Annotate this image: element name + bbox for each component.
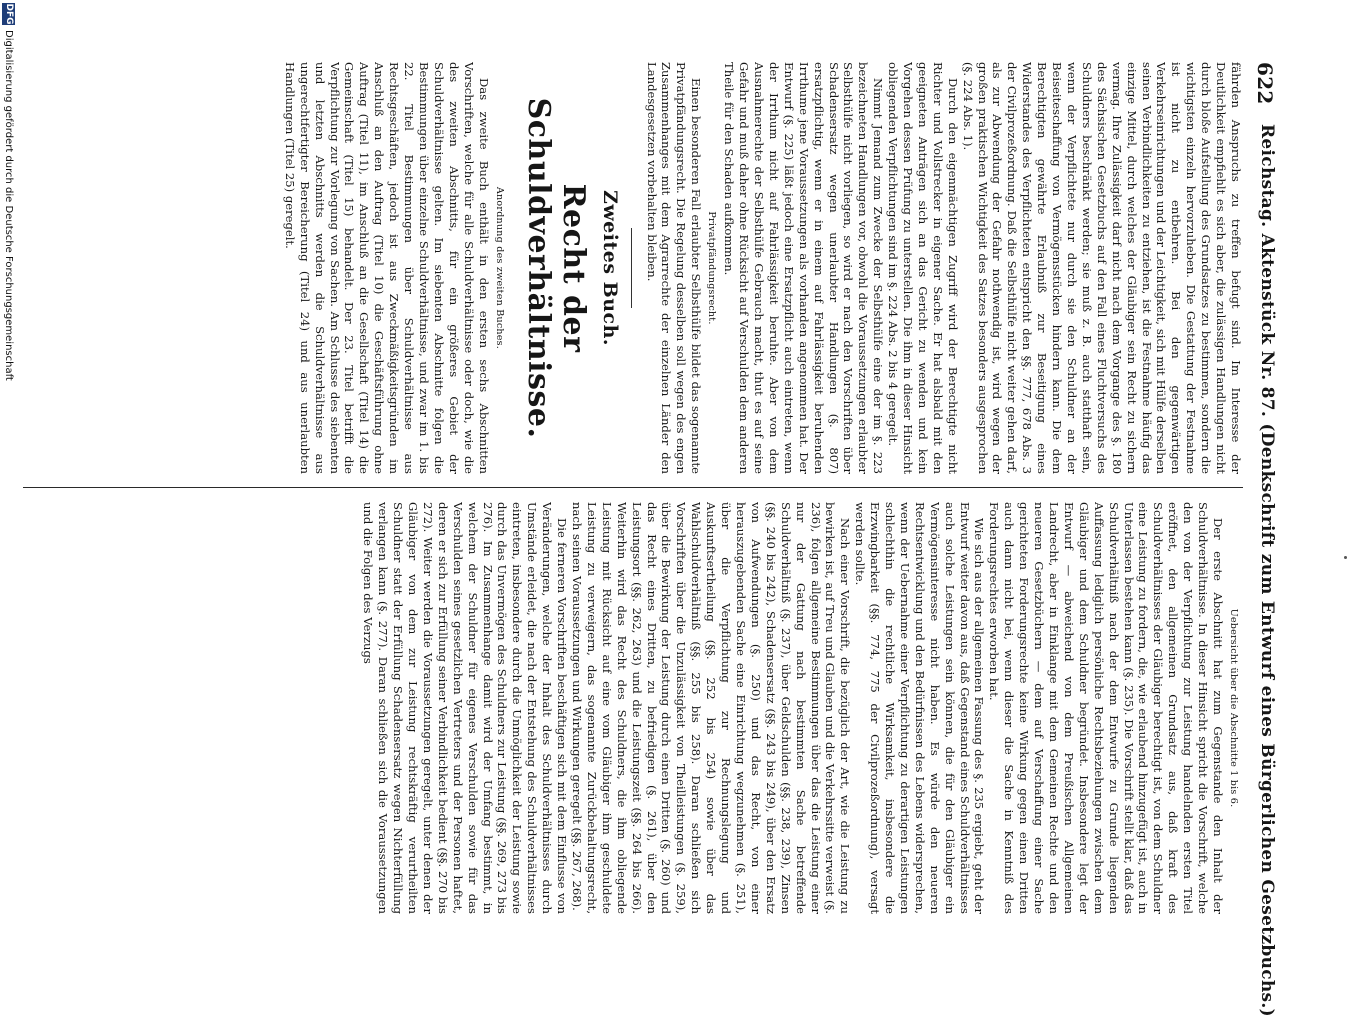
- column-rule: [23, 487, 1243, 488]
- paragraph: Die ferneren Vorschriften beschäftigen sich mit dem Einflusse von Veränderungen, welche der Inhalt des Schuldverhältnisses durch Umstände erleidet, die nach der Entstehung des Schuldverhältnisses eintreten, insbesondere durch die Unmöglichkeit der Leistung sowie durch das Unvermögen des Schuldners zur Leistung (§§. 269, 273 bis 276). Im Zusammenhange damit wird der Umfang bestimmt, in welchem der Schuldner für eigenes Verschulden sowie für das Verschulden seines gesetzlichen Vertreters und der Personen haftet, deren er sich zur Erfüllung seiner Verbindlichkeit bedient (§§. 270 bis 272). Weiter werden die Voraussetzungen geregelt, unter denen der Gläubiger von dem zur Leistung rechtskräftig verurtheilten Schuldner statt der Erfüllung Schadensersatz wegen Nichterfüllung verlangen kann (§. 277). Daran schließen sich die Voraussetzungen und die Folgen des Verzugs: [361, 502, 570, 914]
- paragraph: Wie sich aus der allgemeinen Fassung des §. 235 ergiebt, geht der Entwurf weiter davon aus, daß Gegenstand eines Schuldverhältnisses auch solche Leistungen sein können, die für den Gläubiger ein Vermögensinteresse nicht haben. Es würde den neueren Rechtsentwicklung und den Bedürfnissen des Lebens widersprechen, wenn der Uebernahme einer Verpflichtung zu derartigen Leistungen schlechthin die rechtliche Wirksamkeit, insbesondere die Erzwingbarkeit (§§. 774, 775 der Civilprozeßordnung), versagt werden sollte.: [853, 502, 987, 914]
- paragraph: Einen besonderen Fall erlaubter Selbsthülfe bildet das sogenannte Privatpfändungsrecht. Die Regelung desselben soll wegen des engen Zusammenhanges mit dem Agrarrechte der einzelnen Länder den Landesgesetzen vorbehalten bleiben.: [644, 62, 704, 474]
- page-header: [1245, 62, 1285, 1017]
- paragraph: Das zweite Buch enthält in den ersten sechs Abschnitten Vorschriften, welche für alle Schuldverhältnisse oder doch, wie die des zweiten Abschnitts, für ein größeres Gebiet der Schuldverhältnisse gelten. Im siebenten Abschnitte folgen die Bestimmungen über einzelne Schuldverhältnisse, und zwar im 1. bis 22. Titel Bestimmungen über Schuldverhältnisse aus Rechtsgeschäften, jedoch ist aus Zweckmäßigkeitsgründen im Anschluß an den Auftrag (Titel 10) die Geschäftsführung ohne Auftrag (Titel 11), im Anschluß an die Gesellschaft (Titel 14) die Gemeinschaft (Titel 15) behandelt. Der 23. Titel betrifft die Verpflichtung zur Vorlegung von Sachen. Am Schlusse des siebenten und letzten Abschnitts werden die Schuldverhältnisse aus ungerechtfertigter Bereicherung (Titel 24) und aus unerlaubten Handlungen (Titel 25) geregelt.: [282, 62, 491, 474]
- paragraph: fährden Anspruchs zu treffen befugt sind. Im Interesse der Deutlichkeit empfiehlt es sich aber, die zulässigen Handlungen nicht durch bloße Aufstellung des Grundsatzes zu bestimmen, sondern die wichtigsten einzeln hervorzuheben. Die Gestattung der Festnahme ist nicht zu entbehren. Bei den gegenwärtigen Verkehrseinrichtungen und der Leichtigkeit, sich mit Hülfe derselben seinen Verbindlichkeiten zu entziehen, ist die Festnahme häufig das einzige Mittel, durch welches der Gläubiger sein Recht zu sichern vermag. Ihre Zulässigkeit darf nicht nach dem Vorgange des §. 180 des Sächsischen Gesetzbuchs auf den Fall eines Fluchtversuchs des Schuldners beschränkt werden; sie muß z. B. auch statthaft sein, wenn der Verpflichtete nur durch sie den Schuldner an der Beiseiteschaffung von Vermögensstücken hindern kann. Die dem Berechtigten gewährte Erlaubniß zur Beseitigung eines Widerstandes des Verpflichteten entspricht den §§. 777, 678 Abs. 3 der Civilprozeßordnung. Daß die Selbsthülfe nicht weiter gehen darf, als zur Abwendung der Gefahr nothwendig ist, wird wegen der großen praktischen Wichtigkeit des Satzes besonders ausgesprochen (§. 224 Abs. 1).: [960, 62, 1243, 474]
- book-title: Zweites Buch.: [598, 189, 621, 347]
- digitization-credit-bar: [1, 0, 15, 1000]
- paragraph: Nach einer Vorschrift, die bezüglich der Art, wie die Leistung zu bewirken ist, auf Treu und Glauben und die Verkehrssitte verweist (§. 236), folgen allgemeine Bestimmungen über das die Leistung einer nur der Gattung nach bestimmten Sache betreffende Schuldverhältniß (§. 237), über Geldschulden (§§. 238, 239), Zinsen (§§. 240 bis 242), Schadensersatz (§§. 243 bis 249), über den Ersatz von Aufwendungen (§. 250) und das Recht, von einer herauszugebenden Sache eine Einrichtung wegzunehmen (§. 251), über die Verpflichtung zur Rechnungslegung und Auskunftsertheilung (§§. 252 bis 254) sowie über das Wahlschuldverhältniß (§§. 255 bis 258). Daran schließen sich Vorschriften über die Unzulässigkeit von Theilleistungen (§. 259), über die Bewirkung der Leistung durch einen Dritten (§. 260) und das Recht eines Dritten, zu befriedigen (§. 261), über den Leistungsort (§§. 262, 263) und die Leistungszeit (§§. 264 bis 266). Weiterhin wird das Recht des Schuldners, die ihm obliegende Leistung mit Rücksicht auf eine vom Gläubiger ihm geschuldete Leistung zu verweigern, das sogenannte Zurückbehaltungsrecht, nach seinen Voraussetzungen und Wirkungen geregelt (§§. 267, 268).: [570, 502, 853, 914]
- page-number: 622: [1253, 62, 1277, 105]
- paragraph: Nimmt Jemand zum Zwecke der Selbsthülfe eine der im §. 223 bezeichneten Handlungen vor, obwohl die Voraussetzungen erlaubter Selbsthülfe nicht vorliegen, so wird er nach den Vorschriften über Schadensersatz wegen unerlaubter Handlungen (§. 807) ersatzpflichtig, wenn er in einem auf Fahrlässigkeit beruhenden Irrthume jene Voraussetzungen als vorhanden angenommen hat. Der Entwurf (§. 225) läßt jedoch eine Ersatzpflicht auch eintreten, wenn der Irrthum nicht auf Fahrlässigkeit beruhte. Aber von dem Ausnahmerechte der Selbsthülfe Gebrauch macht, thut es auf seine Gefahr und muß daher ohne Rücksicht auf Verschulden dem anderen Theile für den Schaden aufkommen.: [722, 62, 886, 474]
- paragraph: Der erste Abschnitt hat zum Gegenstande den Inhalt der Schuldverhältnisse. In dieser Hinsicht spricht die Vorschrift, welche den von der Verpflichtung zur Leistung handelnden ersten Titel eröffnet, den allgemeinen Grundsatz aus, daß kraft des Schuldverhältnisses der Gläubiger berechtigt ist, von dem Schuldner eine Leistung zu fordern, die, wie erlaubend hinzugefügt ist, auch in Unterlassen bestehen kann (§. 235). Die Vorschrift stellt klar, daß das Schuldverhältniß nach der dem Entwurfe zu Grunde liegenden Auffassung lediglich persönliche Rechtsbeziehungen zwischen dem Gläubiger und dem Schuldner begründet. Insbesondere legt der Entwurf — abweichend von dem Preußischen Allgemeinen Landrecht, aber in Einklange mit dem Gemeinen Rechte und den neueren Gesetzbüchern — dem auf Verschaffung einer Sache gerichteten Forderungsrechte keine Wirkung gegen einen Dritten auch dann nicht bei, wenn dieser die Sache in Kenntniß des Forderungsrechtes erworben hat.: [987, 502, 1225, 914]
- section-divider: [631, 228, 632, 308]
- paragraph: Durch den eigenmächtigen Zugriff wird der Berechtigte nicht Richter und Vollstrecker in eigener Sache. Er hat alsbald mit den geeigneten Anträgen sich an das Gericht zu wenden und kein Vorgehen dessen Prüfung zu unterstellen. Die ihm in dieser Hinsicht obliegenden Verpflichtungen sind im §. 224 Abs. 2 bis 4 geregelt.: [886, 62, 960, 474]
- left-column: [21, 62, 1243, 474]
- subheading-uebersicht: Uebersicht über die Abschnitte 1 bis 6.: [1228, 608, 1239, 808]
- scan-speck: [1344, 556, 1347, 559]
- running-title: Reichstag. Aktenstück Nr. 87. (Denkschrift zum Entwurf eines Bürgerlichen Gesetzbuchs.): [1257, 124, 1277, 1017]
- subheading-anordnung: Anordnung des zweiten Buches.: [493, 186, 505, 350]
- right-column: [21, 502, 1243, 914]
- digitization-credit: Digitalisierung gefördert durch die Deutsche Forschungsgemeinschaft: [3, 30, 14, 381]
- document-sheet: [18, 62, 1285, 1017]
- subheading-privatpfaendung: Privatpfändungsrecht.: [706, 211, 718, 325]
- book-subtitle: Recht der Schuldverhältnisse.: [520, 97, 591, 439]
- dfg-logo: DFG: [4, 3, 14, 25]
